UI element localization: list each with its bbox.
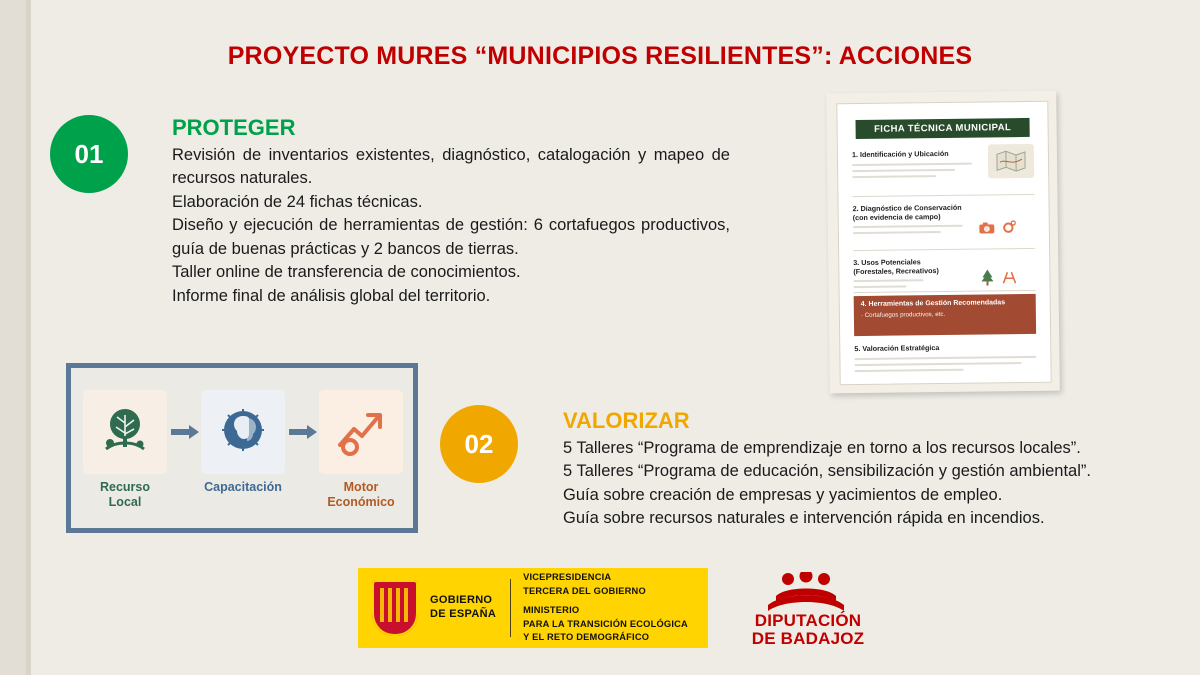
ficha-card-inner <box>836 101 1051 386</box>
diputacion-de-badajoz-logo <box>718 570 898 650</box>
ficha-tecnica-card <box>826 91 1060 394</box>
gear-icon <box>1001 220 1016 238</box>
valorizar-line-2: 5 Talleres “Programa de educación, sensibilización y gestión ambiental”. <box>563 462 1091 481</box>
growth-arrow-icon <box>334 403 388 462</box>
footer-divider <box>510 579 511 637</box>
process-diagram-inner <box>71 368 413 528</box>
gobierno-de-espana-logo <box>358 568 708 648</box>
ficha-divider-1 <box>852 194 1034 197</box>
diagram-label-motor-economico <box>315 480 407 510</box>
gear-brain-icon <box>216 403 270 462</box>
camera-icon <box>979 221 995 237</box>
diagram-node-recurso-local <box>83 390 167 474</box>
ficha-section-4-box <box>854 294 1036 336</box>
left-decoration-bar <box>0 0 26 675</box>
diagram-label-motor-economico-line1: Motor <box>343 480 379 494</box>
picnic-icon <box>1001 269 1017 288</box>
ficha-section-3-lines <box>853 279 923 292</box>
section-body-valorizar <box>563 437 1138 531</box>
diagram-node-motor-economico <box>319 390 403 474</box>
section-heading-valorizar: VALORIZAR <box>563 408 690 433</box>
process-diagram <box>66 363 418 533</box>
spain-coat-of-arms-icon <box>372 580 418 636</box>
ficha-section-5-lines <box>854 356 1036 376</box>
diagram-node-capacitacion <box>201 390 285 474</box>
diagram-label-recurso-local-line2: Local <box>108 494 142 509</box>
proteger-line-4: Taller online de transferencia de conocimientos. <box>172 263 521 282</box>
ficha-section-3-icons <box>979 268 1017 289</box>
tree-icon <box>98 403 152 462</box>
ficha-section-2-icons <box>979 220 1016 238</box>
tree-icon <box>979 268 995 289</box>
diagram-label-motor-economico-line2: Económico <box>327 494 395 509</box>
diagram-label-recurso-local <box>79 480 171 510</box>
proteger-line-3: Diseño y ejecución de herramientas de gestión: 6 cortafuegos productivos, guía de buenas prácticas y 2 bancos de tierras. <box>172 216 730 258</box>
ministry-line1: MINISTERIO <box>523 605 580 616</box>
dept-line2: TERCERA DEL GOBIERNO <box>523 585 646 596</box>
three-figures-icon <box>746 572 866 612</box>
proteger-line-5: Informe final de análisis global del territorio. <box>172 286 491 305</box>
valorizar-line-1: 5 Talleres “Programa de emprendizaje en torno a los recursos locales”. <box>563 439 1081 457</box>
ficha-section-3-label: 3. Usos Potenciales (Forestales, Recreativos) <box>853 257 939 277</box>
section-number-01-label: 01 <box>74 138 104 169</box>
arrow-icon-1 <box>171 425 199 439</box>
ficha-section-1-lines <box>852 163 972 182</box>
section-heading-proteger: PROTEGER <box>172 115 296 140</box>
gov-name-line1: GOBIERNO <box>430 594 493 607</box>
diagram-label-capacitacion-line1: Capacitación <box>204 480 282 494</box>
map-icon <box>988 144 1034 179</box>
ministry-line2: PARA LA TRANSICIÓN ECOLÓGICA <box>523 618 688 629</box>
valorizar-line-4: Guía sobre recursos naturales e intervención rápida en incendios. <box>563 509 1045 528</box>
valorizar-line-3: Guía sobre creación de empresas y yacimientos de empleo. <box>563 485 1003 504</box>
dept-line1: VICEPRESIDENCIA <box>523 572 612 583</box>
section-body-proteger <box>172 144 730 308</box>
left-decoration-accent <box>26 0 31 675</box>
ficha-section-2-lines <box>853 225 963 238</box>
gov-name-line2: DE ESPAÑA <box>430 608 497 620</box>
proteger-line-2: Elaboración de 24 fichas técnicas. <box>172 192 423 211</box>
gobierno-de-espana-text <box>430 594 496 622</box>
ficha-divider-2 <box>853 248 1035 251</box>
diagram-label-capacitacion <box>197 480 289 495</box>
diputacion-line1: DIPUTACIÓN <box>754 611 862 630</box>
ficha-section-2-label: 2. Diagnóstico de Conservación (con evidencia de campo) <box>852 202 962 223</box>
arrow-icon-2 <box>289 425 317 439</box>
page-title: PROYECTO MURES “MUNICIPIOS RESILIENTES”: ACCIONES <box>227 42 973 70</box>
ficha-title: FICHA TÉCNICA MUNICIPAL <box>856 118 1030 139</box>
ficha-section-1-label: 1. Identificación y Ubicación <box>851 148 949 160</box>
ministry-line3: Y EL RETO DEMOGRÁFICO <box>523 632 650 643</box>
section-number-02 <box>440 405 518 483</box>
diputacion-line2: DE BADAJOZ <box>751 628 865 648</box>
ministerio-text <box>523 571 688 644</box>
ficha-section-4-sub: · Cortafuegos productivos, etc. <box>860 310 946 320</box>
section-number-02-label: 02 <box>464 428 494 459</box>
diagram-label-recurso-local-line1: Recurso <box>99 480 151 494</box>
ficha-section-4-label: 4. Herramientas de Gestión Recomendadas <box>860 299 1006 309</box>
diputacion-text <box>718 612 898 648</box>
proteger-line-1: Revisión de inventarios existentes, diagnóstico, catalogación y mapeo de recursos naturales. <box>172 146 730 188</box>
section-number-01 <box>50 115 128 193</box>
ficha-section-5-label: 5. Valoración Estratégica <box>854 343 940 354</box>
